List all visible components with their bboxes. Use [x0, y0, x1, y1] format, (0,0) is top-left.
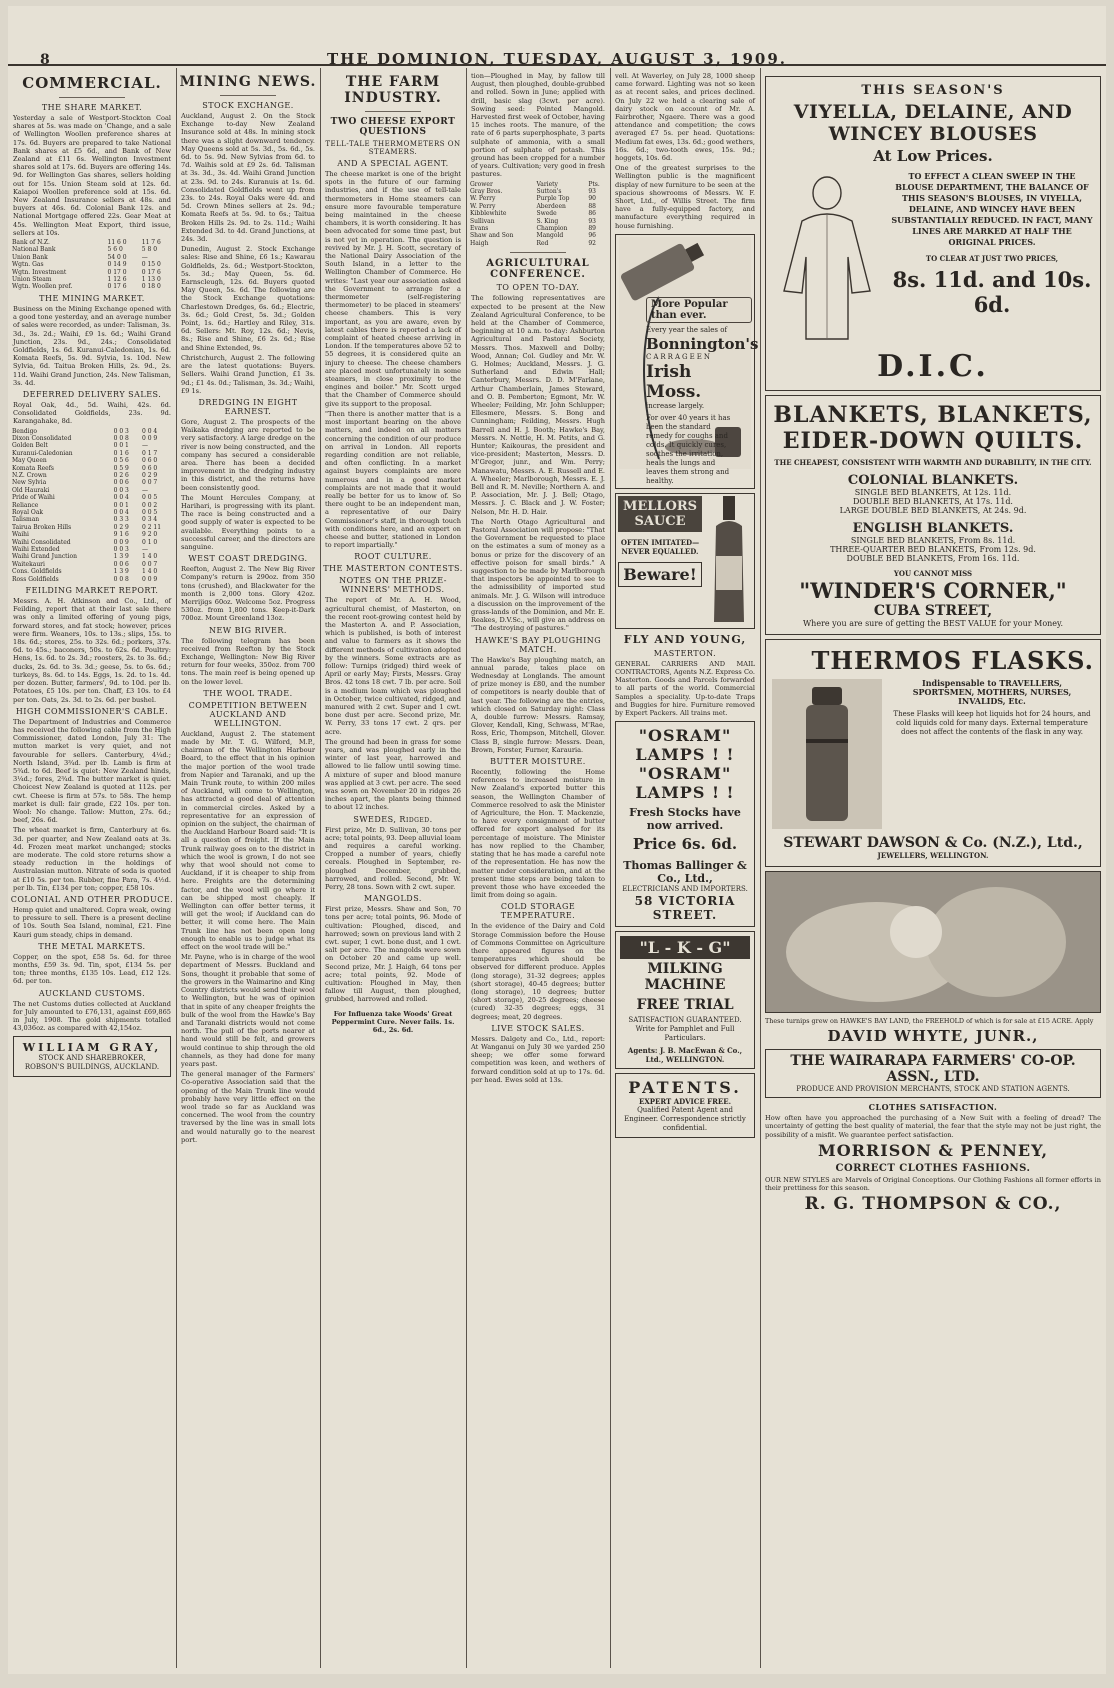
article-text: First prize, Mr. D. Sullivan, 30 tons per acre; total points, 93. Deep alluvial loam and requires a careful working. Cropped a number of years, chiefly cereals. Ploughed in September, re-ploughed December, grubbed, harrowed, and rolled. Second, Mr. W. Perry, 28 tons. Sown with 2 cwt. super. [325, 825, 461, 892]
column-advertisements-1 [612, 72, 758, 1668]
column-commercial [10, 72, 174, 1668]
cheapest-text: THE CHEAPEST, CONSISTENT WITH WARMTH AND DURABILITY, IN THE CITY. [774, 458, 1092, 467]
bonnington-increase: increase largely. [646, 401, 705, 410]
ballinger-name: Thomas Ballinger & Co., Ltd., [623, 859, 747, 886]
bonnington-carrageen: CARRAGEEN [646, 352, 712, 361]
live-stock-heading: LIVE STOCK SALES. [491, 1023, 585, 1033]
column-rule [466, 68, 467, 1668]
lkg-machine: MILKING MACHINE [644, 961, 726, 994]
column-agriculture [468, 72, 608, 1668]
osram-stocks: Fresh Stocks have now arrived. [629, 806, 741, 833]
ad-name: WILLIAM GRAY, [22, 1041, 162, 1055]
cuba-street: CUBA STREET, [873, 603, 993, 619]
blouse-ad [765, 76, 1101, 391]
bonnington-line: Every year the sales of [646, 325, 728, 334]
article-text: Recently, following the Home references to increased moisture in New Zealand's exported butter this season, the Wellington Chamber of Commerce resolved to ask the Minister of Agriculture, the Hon. T. Mackenzie, to have every consignment of butter offered for export analysed for its percentage of moisture. The Minister has now replied to the Chamber, stating that he has made a careful note of the representation. He has now the matter under consideration, and at the present time steps are being taken to prevent those who have exceeded the limit from doing so again. [471, 768, 605, 900]
fly-young-place: MASTERTON. [653, 648, 717, 658]
article-text: vell. At Waverley, on July 28, 1000 sheep came forward. Lighting was not so keen as at recent sales, and prices declined. On July 22 we held a clearing sale of dairy stock on account of Mr. A. Fairbrother, Ngaere. There was a good attendance and competition; the cows averaged £7 5s. per head. Quotations: Medium fat ewes, 13s. 6d.; good wethers, 16s. 6d.; two-tooth ewes, 15s. 9d.; hoggets, 10s. 6d. [615, 72, 755, 163]
bonnington-popular: More Popular than ever. [646, 297, 752, 323]
high-commissioner-heading: HIGH COMMISSIONER'S CABLE. [15, 706, 169, 716]
article-text: The report of Mr. A. H. Wood, agricultural chemist, of Masterton, on the recent root-growing contest held by the Masterton A. and P. Association, which is published, is both of interest and value to farmers as it shows the different methods of cultivation adopted by the winners. Some extracts are as follow: Turnips (ridged) third week of April or early May; Firsts, Messrs. Gray Bros. 42 tons 18 cwt. 7 lb. per acre. Soil is a medium loam which was ploughed in October, twice cultivated, ridged, and manured with 2 cwt. Super and 1 cwt. bone dust per acre. Second prize, Mr. W. Perry, 33 tons 17 cwt. 2 qrs. per acre. [325, 596, 461, 736]
thermos-flask-illustration [772, 679, 882, 829]
stewart-sub: JEWELLERS, WELLINGTON. [877, 851, 989, 860]
thermometers-heading: TELL-TALE THERMOMETERS ON STEAMERS. [325, 140, 461, 156]
article-text: Auckland, August 2. The statement made by Mr. T. G. Wilford, M.P., chairman of the Wellington Harbour Board, to the effect that in his opinion the major portion of the wool trade from Napier and Taranaki, and up the Main Trunk route, to within 200 miles of Auckland, will come to Wellington, has attracted a good deal of attention in commercial circles. Asked by a representative for an expression of opinion on the subject, the chairman of the Auckland Harbour Board said: "It is all a question of freight. If the Main Trunk railway goes on to the district in which the wool is grown, I do not see why that wool should not come to Auckland, if it is cheaper to ship from here. Freights are the determining factor, and the wool will go where it can be shipped most cheaply. If Wellington can offer better terms, it will get the wool; if Auckland can do better, it will come here. The Main Trunk line has not been open long enough to enable us to judge what its effect on the wool trade will be." [181, 729, 315, 952]
article-text: The general manager of the Farmers' Co-operative Association said that the opening of the Main Trunk line would probably have very little effect on the wool trade so far as Auckland was concerned. The wool from the country traversed by the line was in small lots and would naturally go to the nearest port. [181, 1070, 315, 1144]
fly-young-heading: FLY AND YOUNG, [623, 632, 747, 646]
farm-heading: THE FARM INDUSTRY. [344, 74, 442, 106]
article-text: These turnips grew on HAWKE'S BAY LAND, the FREEHOLD of which is for sale at £15 ACRE. Apply [765, 1017, 1094, 1025]
colonial-row-2: DOUBLE BED BLANKETS, At 17s. 11d. [853, 497, 1013, 506]
article-text: "Then there is another matter that is a most important bearing on the above matters, and indeed on all matters concerning the condition of our produce on arrival in London. All reports regarding condition are not reliable, and often conflicting. In a market against buyers complaints are more numerous and in a good market complaints are not made that it would really be better for us to know of. So there ought to be an independent man, a representative of our Dairy Commissioner's staff, in thorough touch with conditions here, and an expert on cheese and butter, stationed in London to report impartially." [325, 409, 461, 550]
colonial-row-3: LARGE DOUBLE BED BLANKETS, At 24s. 9d. [839, 506, 1027, 515]
share-table: Bank of N.Z. 11 6 0 11 7 6 National Bank 5 6 0 5 8 0 Union Bank 54 0 0 — Wgtn. Gas 0 14 9 0 15 0 Wgtn. Investment 0 17 0 0 17 6 Union Steam 1 12 6 1 13 0 Wgtn. Woollen pref. 0 17 6 0 18 0 [12, 239, 161, 291]
column-farm [322, 72, 464, 1668]
cheese-export-heading: TWO CHEESE EXPORT QUESTIONS [330, 117, 456, 137]
bonnington-moss: Irish Moss. [646, 361, 702, 402]
article-text: The ground had been in grass for some years, and was ploughed early in the winter of last year, harrowed and allowed to lie fallow until sowing time. A mixture of super and blood manure was applied at 3 cwt. per acre. The seed was sown on November 20 in ridges 26 inches apart, the plants being thinned to about 12 inches. [325, 737, 461, 812]
stock-exchange-heading: STOCK EXCHANGE. [202, 101, 294, 110]
cannot-miss: YOU CANNOT MISS [893, 569, 973, 578]
season-heading: THIS SEASON'S [861, 83, 1005, 98]
english-row-1: SINGLE BED BLANKETS, From 8s. 11d. [850, 536, 1016, 545]
west-coast-heading: WEST COAST DREDGING. [188, 554, 308, 564]
thermos-heading: THERMOS FLASKS. [811, 646, 1094, 675]
column-mining [178, 72, 318, 1668]
article-text: Christchurch, August 2. The following are the latest quotations: Buyers. Sellers. Waihi Grand Junction, £1 3s. 9d.; £1 4s. 0d.; Talisman, 3s. 3d.; Waihi, £9 1s. [181, 353, 315, 395]
feilding-heading: FEILDING MARKET REPORT. [25, 586, 159, 596]
article-text: Auckland, August 2. On the Stock Exchange to-day New Zealand Insurance sold at 48s. In mining stock there was a slight downward tendency. May Queens sold at 5s. 3d., 5s. 6d., 5s. 6d. to 5s. 9d. New Sylvias from 6d. to 7d. Waihis sold at £9 2s. 6d. Talisman at 3s. 3d., 3s. 4d. Waihi Grand Junction at 23s. 9d. to 24s. Kuranuis at 1s. 6d. Consolidated Goldfields went up from 23s. to 24s. Royal Oaks were 4d. and 5d. Crown Mines sellers at 2s. 9d.; Komata Reefs at 5s. 9d. to 6s.; Taitua Broken Hills 2s. 9d. to 2s. 11d.; Waihi Extended 3d. to 4d. Grand Junctions, at 24s. 3d. [181, 112, 315, 244]
ad-line: ROBSON'S BUILDINGS, AUCKLAND. [24, 1063, 160, 1072]
article-text: One of the greatest surprises to the Wellington public is the magnificent display of new furniture to be seen at the spacious showrooms of Messrs. W. F. Short, Ltd., of Willis Street. The firm have a fully-equipped factory, and manufacture everything required in house furnishing. [615, 164, 755, 230]
deferred-heading: DEFERRED DELIVERY SALES. [22, 389, 162, 399]
lkg-agents: Agents: J. B. MacEwan & Co., Ltd., WELLINGTON. [627, 1046, 743, 1065]
eiderdown-heading: EIDER-DOWN QUILTS. [782, 428, 1084, 454]
hawkes-bay-photo [765, 871, 1101, 1013]
stewart-dawson: STEWART DAWSON & Co. (N.Z.), Ltd., [783, 835, 1083, 851]
correct-heading: CORRECT CLOTHES FASHIONS. [835, 1162, 1031, 1174]
mellors-name: MELLORS SAUCE [618, 496, 702, 532]
commercial-heading: COMMERCIAL. [22, 74, 162, 92]
customs-heading: AUCKLAND CUSTOMS. [38, 988, 146, 998]
column-advertisements-2 [762, 72, 1104, 1668]
lkg-title: "L - K - G" [620, 936, 750, 959]
article-text: Copper, on the spot, £58 5s. 6d. for three months, £59 3s. 9d. Tin, spot, £134 5s. per ton; three months, £135 10s. Lead, £12 12s. 6d. per ton. [13, 952, 171, 986]
article-text: The wheat market is firm, Canterbury at 6s. 3d. per quarter, and New Zealand oats at 3s. 4d. Frozen meat market unchanged; stocks are moderate. The cold store returns show a steady reduction in the holdings of Australasian mutton. Nitrate of soda is quoted at £10 5s. per ton. Rubber, fine Para, 7s. 4½d. per lb. Tin, £134 per ton; copper, £58 10s. [13, 826, 171, 892]
colonial-heading: COLONIAL BLANKETS. [847, 473, 1019, 488]
masterton-heading: THE MASTERTON CONTESTS. [323, 564, 463, 574]
bonnington-ad [615, 234, 758, 489]
article-text: The North Otago Agricultural and Pastoral Association will propose: "That the Government be requested to place on the estimates a sum of money as a bonus or prize for the discovery of an effective poison for small birds." A suggestion to be made by Marlborough that inspectors be appointed to see to the admissibility of imported stud animals. Mr. J. G. Wilson will introduce a discussion on the improvement of the grass-lands of the Dominion, and Mr. E. Reakes, D.V.Sc., will give an address on "The destroying of pastures." [471, 517, 605, 633]
column-rule [760, 68, 761, 1668]
special-agent-heading: AND A SPECIAL AGENT. [337, 159, 449, 168]
mellors-often: OFTEN IMITATED— NEVER EQUALLED. [620, 537, 700, 556]
blouse-illustration [772, 171, 882, 341]
osram-line-1: "OSRAM" LAMPS ! ! [635, 726, 735, 765]
ballinger-sub: ELECTRICIANS AND IMPORTERS. [622, 885, 748, 894]
lkg-free-trial: FREE TRIAL [636, 997, 734, 1014]
osram-ad [615, 721, 755, 927]
article-text: Messrs. Dalgety and Co., Ltd., report: At Wanganui on July 30 we yarded 250 sheep; we offer some forward competition was keen, and wethers of forward condition sold at up to 17s. 6d. per head. Ewes sold at 13s. [471, 1034, 605, 1084]
mining-table: Bendigo 0 0 3 0 0 4 Dixon Consolidated 0 0 8 0 0 9 Golden Belt 0 0 1 — Kuranui-Caledonian 0 1 6 0 1 7 May Queen 0 5 6 0 6 0 Komata Reefs 0 5 9 0 6 0 N.Z. Crown 0 2 6 0 2 9 New Sylvia 0 0 6 0 0 7 Old Hauraki 0 0 3 — Pride of Waihi 0 0 4 0 0 5 Reliance 0 0 1 0 0 2 Royal Oak 0 0 4 0 0 5 Talisman 0 3 3 0 3 4 Tairua Broken Hills 0 2 9 0 2 11 Waihi 9 1 6 9 2 0 Waihi Consolidated 0 0 9 0 1 0 Waihi Extended 0 0 3 — Waihi Grand Junction 1 3 9 1 4 0 Waitekauri 0 0 6 0 0 7 Cons. Goldfields 1 3 9 1 4 0 Ross Goldfields 0 0 8 0 0 9 [12, 427, 162, 583]
thermos-sub: Indispensable to TRAVELLERS, SPORTSMEN, MOTHERS, NURSES, INVALIDS, Etc. [912, 678, 1072, 706]
blankets-heading: BLANKETS, BLANKETS, [773, 402, 1093, 428]
newspaper-page [8, 6, 1106, 1674]
osram-price: Price 6s. 6d. [632, 835, 738, 854]
article-text: OUR NEW STYLES are Marvels of Original Conceptions. Our Clothing Fashions all former efforts in their prettiness for this season. [765, 1175, 1101, 1193]
clothes-heading: CLOTHES SATISFACTION. [868, 1102, 998, 1113]
article-text: Royal Oak, 4d., 5d. Waihi, 42s. 6d. Consolidated Goldfields, 23s. 9d. Karangahake, 8d. [13, 400, 171, 426]
competition-heading: COMPETITION BETWEEN AUCKLAND AND WELLINGTON. [188, 700, 308, 728]
article-text: The cheese market is one of the bright spots in the future of our farming industries, and if the use of tell-tale thermometers in Home steamers can ensure more favourable temperature being maintained in the cheese chambers, it is worth considering. It has been advocated for some time past, but is not yet in operation. The question is revived by Mr. J. H. Scott, secretary of the National Dairy Association of the South Island, in a letter to the Wellington Chamber of Commerce. He writes: "Last year our association asked the Government to arrange for a thermometer (self-registering thermometer) to be placed in steamers' cheese chambers. This is very important, as you are aware, even by latest cables there is reported a lack of complaint of heated cheese arriving in London. If the temperatures above 52 to 55 degrees, it is considered quite an injury to cheese. The cheese chambers are placed most unfortunately in some steamers, in close proximity to the engines and boiler." Mr. Scott urged that the Chamber of Commerce should give its support to the proposal. [325, 170, 461, 408]
mellors-beware: Beware! [618, 562, 702, 587]
article-text: Mr. Payne, who is in charge of the wool department of Messrs. Buckland and Sons, thought it probable that some of the growers in the Waimarino and King Country districts would send their wool to Wellington, but he was of opinion that in spite of any cheaper freights the bulk of the wool from the Hawke's Bay and Taranaki districts would not come north. The pull of the ports nearer at hand would still be felt, and growers would continue to ship through the old channels, as they had done for many years past. [181, 953, 315, 1068]
article-text: Yesterday a sale of Westport-Stockton Coal shares at 5s. was made on 'Change, and a sale of Wellington Woollen preference shares at 17s. 6d. Buyers are prepared to take National Bank shares at £5 6d., and Bank of New Zealand at £11 6s. Wellington Investment shares sold at 17s. 6d. Buyers are offering 14s. 9d. for Wellington Gas shares, sellers holding out for 15s. Union Steam sold at 12s. 6d. Kaiapoi Woollen preference sold at 15s. 6d. New Zealand Insurance sellers at 48s. and buyers at 46s. 6d. Colonial Bank 12s. and National Mortgage offered 22s. Gear Meat at 45s. Wellington Meat Export, third issue, sellers at 10s. [13, 114, 171, 237]
cold-storage-heading: COLD STORAGE TEMPERATURE. [500, 902, 576, 921]
morrison-penney: MORRISON & PENNEY, [817, 1140, 1049, 1160]
bonnington-text: More Popular than ever. Every year the sales of Bonnington's CARRAGEEN Irish Moss. increase largely. For over 40 years it has been the standard remedy for coughs and colds. It quickly cures, soothes the irritation, heals the lungs and leaves them strong and healthy. [646, 298, 758, 485]
winders-corner: "WINDER'S CORNER," [799, 578, 1067, 603]
english-row-3: DOUBLE BED BLANKETS, From 16s. 11d. [846, 554, 1020, 563]
influenza-ad: For Influenza take Woods' Great Peppermint Cure. Never fails. 1s. 6d., 2s. 6d. [331, 1009, 455, 1035]
article-text: The Hawke's Bay ploughing match, an annual parade, takes place on Wednesday at Longlands. The amount of prize money is £80, and the number of competitors is nearly double that of last year. The following are the entries, which closed on Saturday night: Class A, double furrow: Messrs. Ramsay, Glover, Kendall, King, Schwass, M'Rae, Ross, Eric, Thompson, Mitchell, Glover. Class B, single furrow: Messrs. Dean, Brown, Forster, Furner, Karauria. [471, 655, 605, 754]
low-prices: At Low Prices. [873, 147, 993, 165]
metal-markets-heading: THE METAL MARKETS. [38, 941, 146, 951]
ballinger-address: 58 VICTORIA STREET. [634, 894, 736, 923]
article-text: Business on the Mining Exchange opened with a good tone yesterday, and an average number of sales were recorded, as under: Talisman, 3s. 3d., 3s. 2d.; Waihi, £9 1s. 6d.; Waihi Grand Junction, 23s. 9d., 24s.; Consolidated Goldfields, 1s. 6d. Kuranui-Caledonian, 1s. 6d. Komata Reefs, 5s. 9d. Sylvia, 1s. 10d. New Sylvia, 6d. Taitua Broken Hills, 2s. 9d., 2s. 11d. Waihi Grand Junction, 24s. New Talisman, 3s. 4d. [13, 304, 171, 387]
article-text: Gore, August 2. The prospects of the Waikaka dredging are reported to be very satisfactory. A large dredge on the river is now being constructed, and the company has secured a considerable area. There has been a decided improvement in the dredging industry in this district, and the returns have been consistently good. [181, 417, 315, 492]
best-value: Where you are sure of getting the BEST VALUE for your Money. [802, 619, 1064, 628]
article-text: In the evidence of the Dairy and Cold Storage Commission before the House of Commons Committee on Agriculture there appeared figures on the temperatures which should be observed for different produce. Apples (long storage), 31-32 degrees; apples (short storage), 40-45 degrees; butter (long storage), 10 degrees; butter (short storage), 20-25 degrees; cheese (cured) 32-35 degrees; eggs, 31 degrees; meat, 20 degrees. [471, 922, 605, 1021]
article-text: Dunedin, August 2. Stock Exchange sales: Rise and Shine, £6 1s.; Kawarau Goldfields, 2s. 6d.; Westport-Stockton, 5s. 3d.; May Queen, 5s. 6d. Earnscleugh, 12s. 6d. Buyers quoted May Queen, 5s. 6d. The following are the Stock Exchange quotations: Charlestown Dredges, 6s. 6d.; Electric, 3s. 6d.; Gold Crest, 5s. 3d.; Golden Point, 1s. 6d.; Hartley and Riley, 31s. 6d. Sellers: Mt. Roy, 12s. 6d.; Nevis, 8s.; Rise and Shine, £6 2s. 6d.; Rise and Shine Extended, 9s. [181, 245, 315, 352]
masthead [8, 6, 1106, 66]
open-today-heading: TO OPEN TO-DAY. [496, 283, 580, 293]
patents-ad: PATENTS. EXPERT ADVICE FREE. Qualified Patent Agent and Engineer. Correspondence strictly confidential. [615, 1073, 755, 1138]
clear-sweep-text: TO EFFECT A CLEAN SWEEP IN THE BLOUSE DEPARTMENT, THE BALANCE OF THIS SEASON'S BLOUSES, IN VIYELLA, DELAINE, AND WINCEY HAVE BEEN SUBSTANTIALLY REDUCED. IN FACT, MANY LINES ARE MARKED AT HALF THE ORIGINAL PRICES. [891, 171, 1093, 247]
wairarapa-heading: THE WAIRARAPA FARMERS' CO-OP. ASSN., LTD. [790, 1053, 1076, 1086]
lkg-ad: "L - K - G" MILKING MACHINE FREE TRIAL SATISFACTION GUARANTEED. Write for Pamphlet and Full Particulars. Agents: J. B. MacEwan & Co., Ltd., WELLINGTON. [615, 931, 755, 1069]
patents-title: PATENTS. [628, 1078, 742, 1098]
article-text: First prize, Messrs. Shaw and Son, 70 tons per acre; total points, 96. Mode of cultivation: Ploughed, disced, and harrowed; sown on previous land with 2 cwt. super, 1 cwt. bone dust, and 1 cwt. salt per acre. The mangolds were sown on October 20 and came up well. Second prize, Mr. J. Haigh, 64 tons per acre; total points, 92. Mode of cultivation: Ploughed in May, then fallow till August, then ploughed, grubbed, harrowed and rolled. [325, 905, 461, 1004]
article-text: The Department of Industries and Commerce has received the following cable from the High Commissioner, dated London, July 31: The mutton market is very quiet, and not favourable for sellers. Canterbury, 4¼d.; North Island, 3¾d. per lb. Lamb is firm at 5¾d. to 6d. Beef is quiet: New Zealand hinds, 3¼d.; fores, 2¾d. The butter market is quiet. Choicest New Zealand is quoted at 112s. per cwt. Cheese is firm at 57s. to 58s. The hemp market is dull: fair grade, £22 10s. per ton. Wool: No change. Tallow: Mutton, 27s. 6d.; beef, 26s. 6d. [13, 717, 171, 825]
clear-prices: TO CLEAR AT JUST TWO PRICES, [925, 254, 1059, 263]
thompson-co: R. G. THOMPSON & CO., [804, 1194, 1062, 1215]
column-rule [610, 68, 611, 1668]
article-text: The net Customs duties collected at Auckland for July amounted to £76,131, against £69,865 in July, 1908. The gold shipments totalled 43,036oz. as compared with 42,154oz. [13, 999, 171, 1033]
mellors-ad [615, 493, 755, 629]
article-text: The Mount Hercules Company, at Harihari, is progressing with its plant. The race is being constructed and a good supply of water is expected to be available. Everything points to a successful career, and the directors are sanguine. [181, 493, 315, 551]
colonial-produce-heading: COLONIAL AND OTHER PRODUCE. [10, 894, 174, 904]
blouse-prices: 8s. 11d. and 10s. 6d. [892, 267, 1092, 317]
landscape-illustration [766, 872, 1100, 1012]
article-text: Reefton, August 2. The New Big River Company's return is 290oz. from 350 tons (crushed), and Blackwater for the month is 2,000 tons. Glory 42oz. Merrijigs 60oz. Welcome 5oz. Progress 530oz. from 1,800 tons. Keep-it-Dark 700oz. Mount Greenland 13oz. [181, 565, 315, 623]
colonial-row-1: SINGLE BED BLANKETS, At 12s. 11d. [854, 488, 1012, 497]
root-culture-heading: ROOT CULTURE. [354, 552, 432, 562]
article-text: Messrs. A. H. Atkinson and Co., Ltd., of Feilding, report that at their last sale there was only a limited offering of young pigs, forward stores, and fat stock; however, prices were firm. Weaners, 10s. to 13s.; slips, 15s. to 18s. 6d.; stores, 25s. to 32s. 6d.; porkers, 37s. 6d. to 45s.; baconers, 50s. to 62s. 6d. Poultry: Hens, 1s. 6d. to 2s. 3d.; roosters, 2s. to 3s. 6d.; ducks, 2s. 6d. to 3s. 3d.; geese, 5s. to 6s. 6d.; turkeys, 8s. 6d. to 14s. Eggs, 1s. 2d. to 1s. 4d. per dozen. Butter, farmers', 9d. to 10d. per lb. Potatoes, £5 10s. per ton. Chaff, £3 10s. to £4 per ton. Oats, 2s. 3d. to 2s. 6d. per bushel. [13, 597, 171, 704]
article-text: The following telegram has been received from Reefton by the Stock Exchange, Wellington: New Big River return for four weeks, 350oz. from 700 tons. The main reef is being opened up on the lower level. [181, 636, 315, 686]
results-table: Grower Variety Pts. Gray Bros. Sutton's 93 W. Perry Purple Top 90 W. Perry Aberdeen 88 Kibblewhite Swede 86 Sullivan S. King 93 Evans Champion 89 Shaw and Son Mangold 96 Haigh Red 92 [470, 180, 600, 247]
bonnington-name: Bonnington's [646, 334, 758, 353]
swedes-heading: SWEDES, Ridged. [353, 814, 433, 824]
wairarapa-ad: THE WAIRARAPA FARMERS' CO-OP. ASSN., LTD. PRODUCE AND PROVISION MERCHANTS, STOCK AND STATION AGENTS. [765, 1049, 1101, 1098]
blankets-ad [765, 395, 1101, 635]
mining-heading: MINING NEWS. [179, 74, 317, 90]
butter-heading: BUTTER MOISTURE. [490, 757, 586, 767]
page-title: THE DOMINION, TUESDAY, AUGUST 3, 1909. [327, 50, 787, 68]
gold-dredging-heading: DREDGING IN EIGHT EARNEST. [198, 397, 298, 416]
article-text: The following representatives are expected to be present at the New Zealand Agricultural Conference, to be held at the Chamber of Commerce, beginning at 10 a.m. to-day: Ashburton Agricultural and Pastoral Society, Messrs. Thos. Maxwell and Dolby; Wood, Annan; Col. Gudley and Mr. W. G. Holmes; Auckland, Messrs. J. G. Sutherland and Edwin Hall; Canterbury, Messrs. D. D. M'Farlane, Arthur Chamberlain, James Steward, and O. B. Pemberton; Egmont, Mr. W. Wheeler; Feilding, Mr. John Schlupper; Ellesmere, Messrs. S. Bong and Cunningham; Feilding, Messrs. Hugh Barrell and H. J. Booth; Hawke's Bay, Messrs. N. Nettle, H. M. Petits, and G. Hunter; Kaikouras, the president and vice-president; Masterton, Messrs. D. M'Gregor, junr., and Wm. Perry; Manawatu, Messrs. A. E. Russell and E. A. Wheeler; Marlborough, Messrs. E. J. Bell and R. M. Neville; Northern A. and P. Association, Mr. J. J. Bell; Otago, Messrs. J. C. Black and J. W. Foster; Nelson, Mr. H. D. Hair. [471, 294, 605, 516]
dic-logo: D.I.C. [877, 349, 989, 384]
mining-market-heading: THE MINING MARKET. [39, 293, 145, 303]
patents-sub: EXPERT ADVICE FREE. [638, 1097, 732, 1107]
wool-trade-heading: THE WOOL TRADE. [203, 688, 293, 698]
share-market-heading: THE SHARE MARKET. [41, 103, 143, 112]
sauce-bottle-icon [706, 496, 752, 626]
page-number: 8 [40, 52, 50, 68]
column-rule [176, 68, 177, 1668]
william-gray-ad [13, 1036, 171, 1077]
osram-line-2: "OSRAM" LAMPS ! ! [635, 764, 735, 803]
conference-heading: AGRICULTURAL CONFERENCE. [486, 258, 590, 281]
mangolds-heading: MANGOLDS. [364, 894, 422, 904]
column-rule [320, 68, 321, 1668]
article-text: Hemp quiet and unaltered. Copra weak, owing to pressure to sell. There is a present decline of 10s. South Sea Island, nominal, £21. Fine Kauri gum steady, chips in demand. [13, 905, 171, 939]
english-heading: ENGLISH BLANKETS. [852, 521, 1014, 536]
english-row-2: THREE-QUARTER BED BLANKETS, From 12s. 9d. [830, 545, 1036, 554]
david-whyte: DAVID WHYTE, JUNR., [827, 1027, 1039, 1046]
ad-line: STOCK AND SHAREBROKER, [38, 1054, 146, 1063]
thermos-ad: THERMOS FLASKS. Indispensable to TRAVELLERS, SPORTSMEN, MOTHERS, NURSES, INVALIDS, Etc. These Flasks will keep hot liquids hot for 24 hours, and cold liquids cold for many days. External temperature does not affect the contents of the flask in any way. STEWART DAWSON & Co. (N.Z.), Ltd., JEWELLERS, WELLINGTON. [765, 639, 1101, 867]
viyella-heading: VIYELLA, DELAINE, AND WINCEY BLOUSES [793, 101, 1073, 145]
article-text: How often have you approached the purchasing of a New Suit with a feeling of dread? The uncertainty of getting the best quality of material, the fear that the style may not be just right, the possibility of a misfit. We guarantee perfect satisfaction. [765, 1114, 1101, 1139]
prize-winners-heading: NOTES ON THE PRIZE-WINNERS' METHODS. [339, 576, 447, 595]
hawkes-bay-heading: HAWKE'S BAY PLOUGHING MATCH. [474, 635, 602, 654]
article-text: tion—Ploughed in May, by fallow till August, then ploughed, double-grubbed and rolled. Sown in June; applied with drill, basic slag (3cwt. per acre). Sowing seed: Pointed Mangold. Harvested first week of October, having 15 inches roots. The manure, of the rate of 6 parts superphosphate, 3 parts sulphate of ammonia, with a small portion of sulphate of potash. This ground has been cropped for a number of years. Cultivation; very good in fresh pastures. [471, 72, 605, 179]
new-big-river-heading: NEW BIG RIVER. [209, 625, 287, 635]
article-text: GENERAL CARRIERS AND MAIL CONTRACTORS, Agents N.Z. Express Co. Masterton. Goods and Parcels forwarded to all parts of the world. Commercial Samples a speciality. Up-to-date Traps and Buggies for hire. Furniture removed by Expert Packers. All trains met. [615, 659, 755, 718]
